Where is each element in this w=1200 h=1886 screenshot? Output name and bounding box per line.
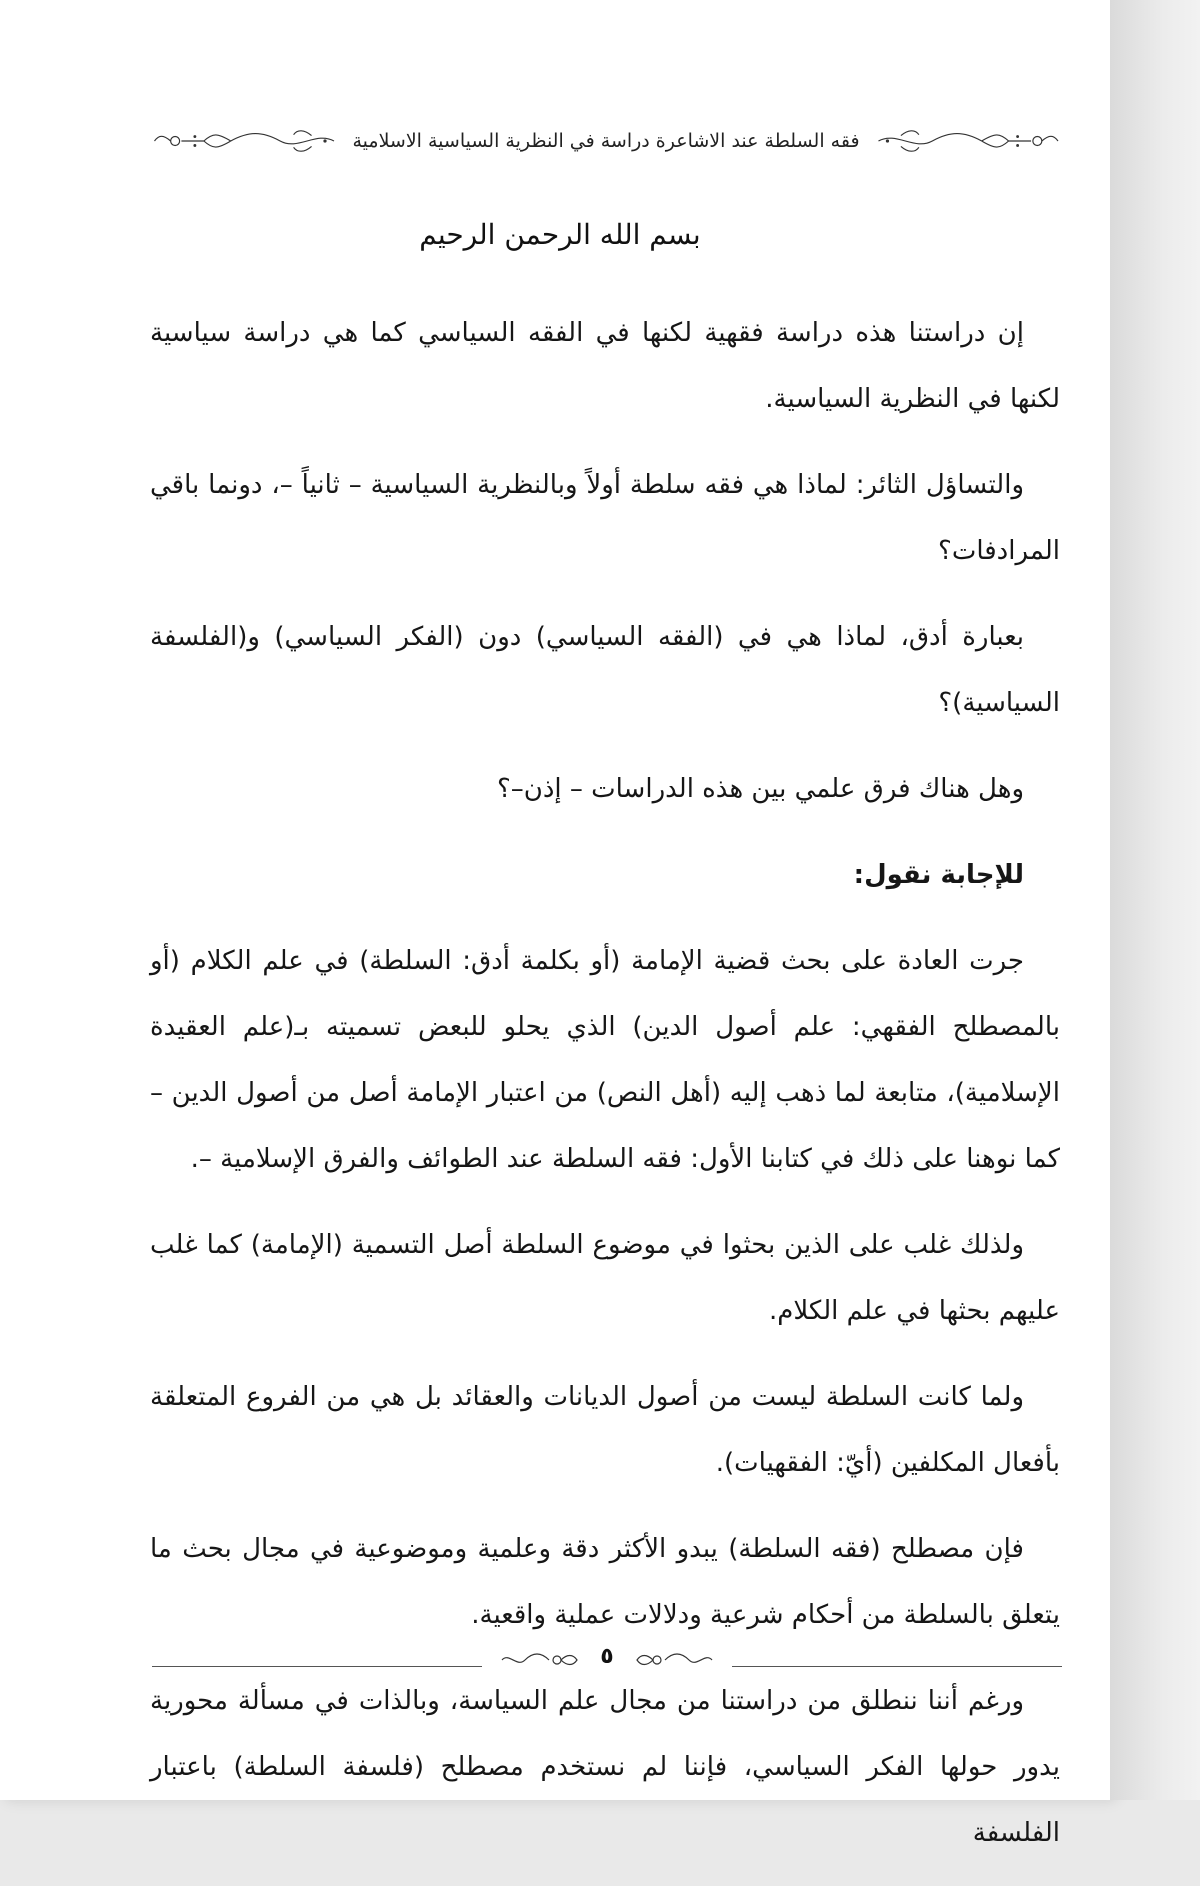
running-title: فقه السلطة عند الاشاعرة دراسة في النظرية السياسية الاسلامية <box>352 130 860 152</box>
paragraph: ولما كانت السلطة ليست من أصول الديانات والعقائد بل هي من الفروع المتعلقة بأفعال المكلفين (أيّ: الفقهيات). <box>150 1382 1060 1478</box>
paragraph: جرت العادة على بحث قضية الإمامة (أو بكلمة أدق: السلطة) في علم الكلام (أو بالمصطلح الفقهي: علم أصول الدين) الذي يحلو للبعض تسميته بـ(علم العقيدة الإسلامية)، متابعة لما ذهب إليه (أهل النص) من اعتبار الإمامة أصل من أصول الدين – كما نوهنا على ذلك في كتابنا الأول: فقه السلطة عند الطوائف والفرق الإسلامية –. <box>150 946 1060 1174</box>
page-edge-shadow <box>1110 0 1200 1800</box>
footer-rule-right <box>732 1666 1062 1667</box>
page-number: ٥ <box>600 1644 614 1669</box>
paragraph: إن دراستنا هذه دراسة فقهية لكنها في الفقه السياسي كما هي دراسة سياسية لكنها في النظرية السياسية. <box>150 318 1060 414</box>
header-ornament-right-icon <box>874 126 1062 156</box>
paragraph: ورغم أننا ننطلق من دراستنا من مجال علم السياسة، وبالذات في مسألة محورية يدور حولها الفكر السياسي، فإننا لم نستخدم مصطلح (فلسفة السلطة) باعتبار الفلسفة <box>150 1686 1060 1848</box>
header-ornament-left-icon <box>150 126 338 156</box>
paragraph: وهل هناك فرق علمي بين هذه الدراسات – إذن–؟ <box>496 774 1024 804</box>
footer-rule-left <box>152 1666 482 1667</box>
basmala-calligraphy: بسم الله الرحمن الرحيم <box>419 218 701 251</box>
paragraph: والتساؤل الثائر: لماذا هي فقه سلطة أولاً وبالنظرية السياسية – ثانياً –، دونما باقي المرادفات؟ <box>150 470 1060 566</box>
footer-ornament-right-icon <box>632 1650 717 1670</box>
paragraph: ولذلك غلب على الذين بحثوا في موضوع السلطة أصل التسمية (الإمامة) كما غلب عليهم بحثها في علم الكلام. <box>150 1230 1060 1326</box>
paragraph: بعبارة أدق، لماذا هي في (الفقه السياسي) دون (الفكر السياسي) و(الفلسفة السياسية)؟ <box>150 622 1060 718</box>
paragraph-heading: للإجابة نقول: <box>853 860 1024 890</box>
footer-ornament-left-icon <box>497 1650 582 1670</box>
running-header <box>150 118 1062 164</box>
page-footer <box>152 1644 1062 1672</box>
paragraph: فإن مصطلح (فقه السلطة) يبدو الأكثر دقة وعلمية وموضوعية في مجال بحث ما يتعلق بالسلطة من أحكام شرعية ودلالات عملية واقعية. <box>150 1534 1060 1630</box>
